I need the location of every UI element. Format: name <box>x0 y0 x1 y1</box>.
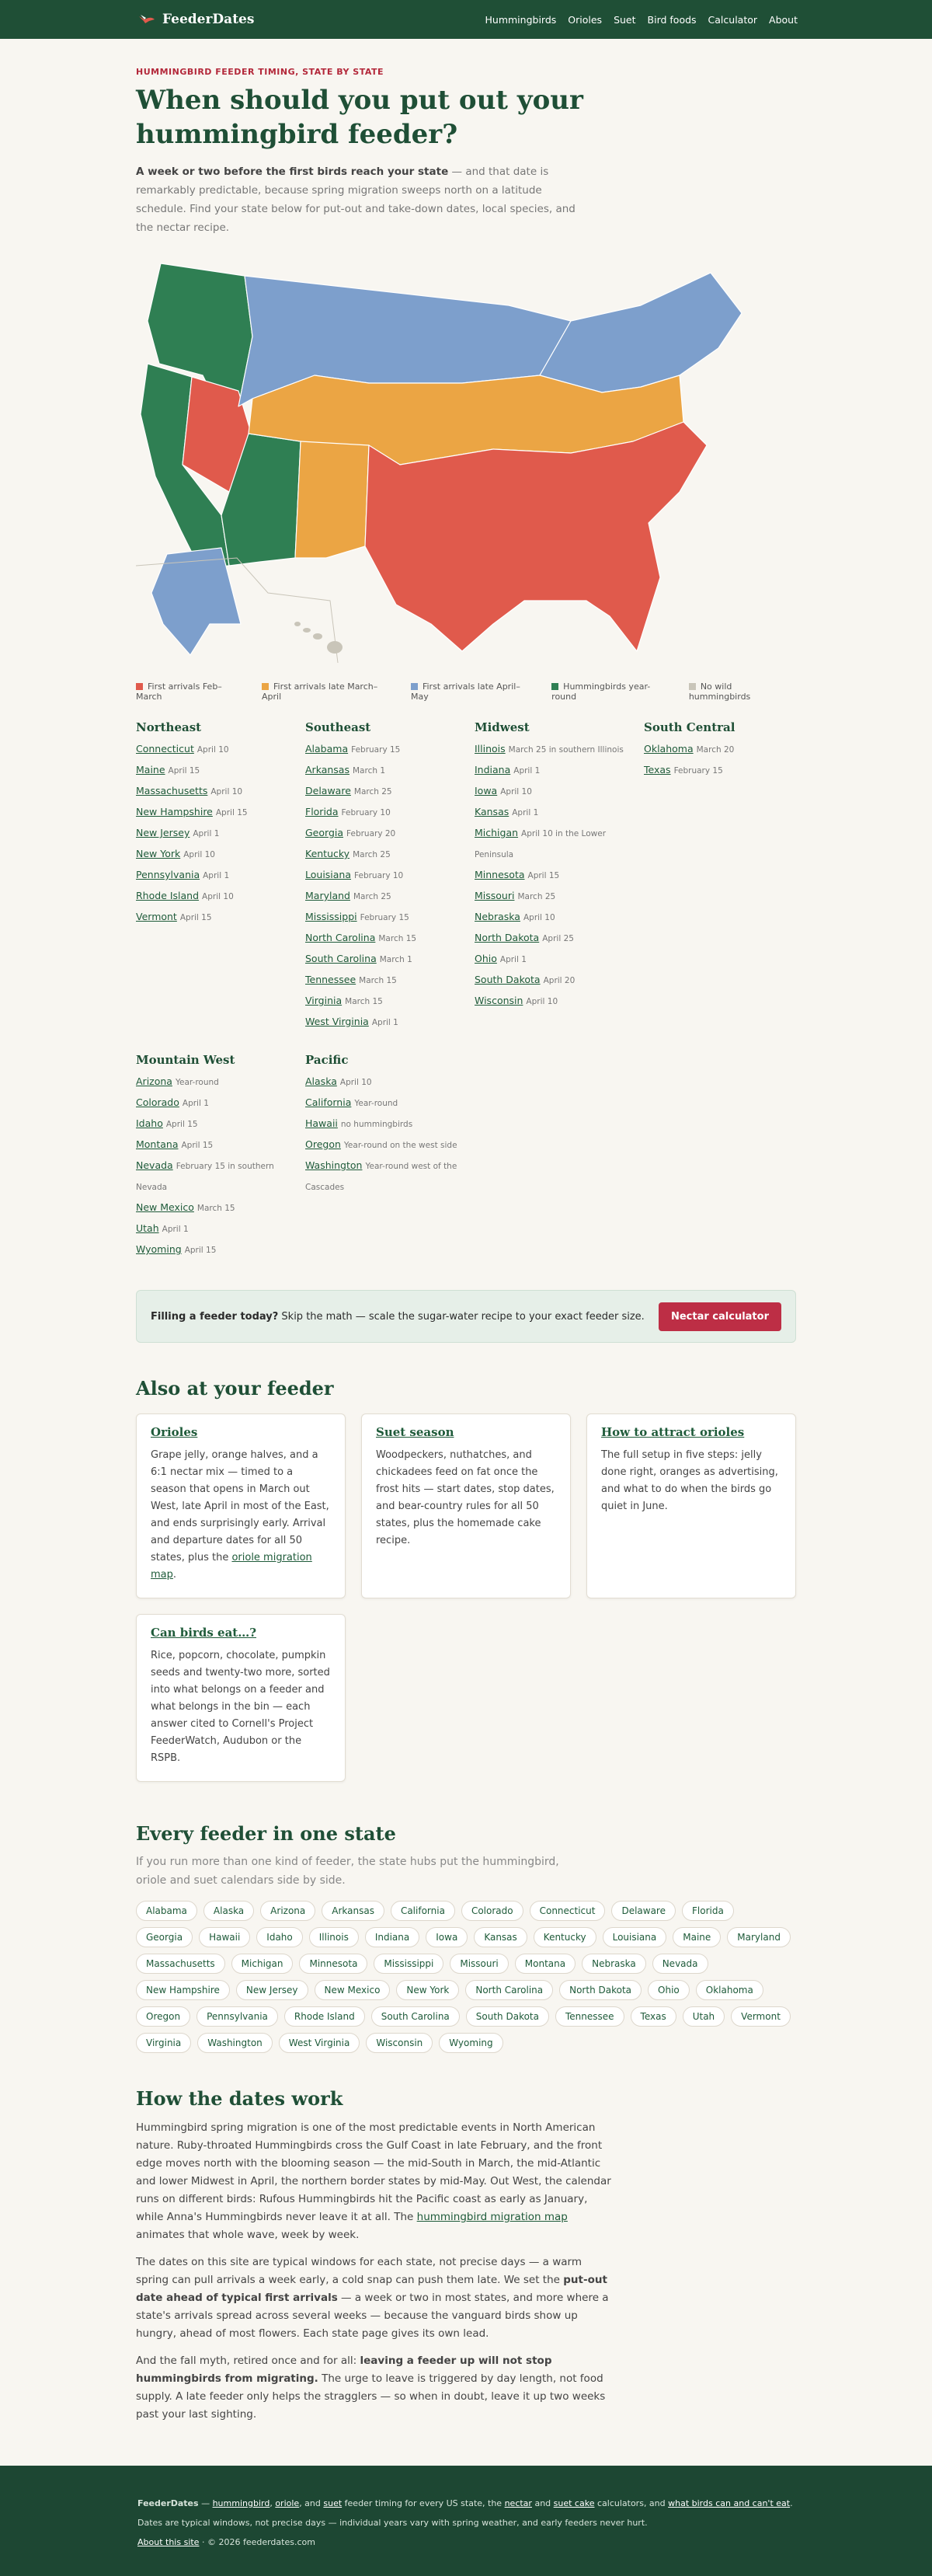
state-date: March 20 <box>696 745 735 755</box>
state-list-item <box>644 760 813 781</box>
state-list-item <box>475 802 644 823</box>
nectar-calculator-button[interactable]: Nectar calculator <box>659 1302 781 1331</box>
state-list-item <box>136 886 305 907</box>
state-link[interactable]: Delaware <box>305 785 351 797</box>
state-date: April 10 <box>202 892 234 901</box>
state-date: April 10 <box>339 1078 372 1087</box>
state-chip[interactable]: Hawaii <box>199 1927 250 1947</box>
every-subtitle: If you run more than one kind of feeder, the state hubs put the hummingbird, oriole and suet calendars side by side. <box>136 1856 559 1887</box>
eyebrow-label: HUMMINGBIRD FEEDER TIMING, STATE BY STATE <box>136 67 384 77</box>
state-date: April 1 <box>513 766 541 776</box>
legend-swatch <box>689 683 696 690</box>
every-title: Every feeder in one state <box>136 1822 396 1845</box>
state-link[interactable]: New Jersey <box>136 827 190 838</box>
brand-name: FeederDates <box>162 12 255 27</box>
feature-card <box>136 1413 346 1598</box>
intro-bold: A week or two before the first birds reach your state <box>136 166 449 178</box>
intro-paragraph <box>136 162 594 237</box>
state-date: April 1 <box>203 871 230 880</box>
state-date: March 15 <box>378 934 417 943</box>
state-chip[interactable]: New Jersey <box>236 1980 308 2000</box>
state-list-item <box>136 1135 305 1156</box>
state-chip[interactable]: North Carolina <box>465 1980 553 2000</box>
state-link[interactable]: Texas <box>644 764 671 776</box>
state-chip[interactable]: Vermont <box>731 2006 791 2027</box>
state-link[interactable]: Wyoming <box>136 1243 182 1255</box>
also-section <box>136 1377 796 1782</box>
state-chip[interactable]: Arkansas <box>322 1901 384 1921</box>
state-date: March 1 <box>379 955 412 964</box>
card-inline-link[interactable]: oriole migration map <box>151 1552 312 1581</box>
state-date: April 15 <box>527 871 560 880</box>
callout-text <box>151 1311 645 1323</box>
card-text: The full setup in five steps: jelly done right, oranges as advertising, and what to do when the birds go quiet in June. <box>601 1449 778 1512</box>
state-date: March 1 <box>352 766 386 776</box>
state-list-item <box>136 1156 305 1197</box>
how-paragraph-2: The dates on this site are typical windows for each state, not precise days — a warm spring can pull arrivals a week early, a cold snap can push them late. We set the put-out date ahead of typical first arrivals — a week or two in most states, and more where a state's arrivals spread across several weeks — because the vanguard birds show up hungry, ahead of most flowers. Each state page gives its own lead. <box>136 2256 609 2340</box>
state-link[interactable]: Pennsylvania <box>136 869 200 880</box>
state-date: April 15 <box>215 808 248 817</box>
main-nav <box>485 14 798 26</box>
state-link[interactable]: Vermont <box>136 911 177 922</box>
state-date: February 15 in southern Nevada <box>136 1162 274 1192</box>
state-date: March 25 <box>353 787 392 797</box>
state-date: April 20 <box>543 976 576 985</box>
state-link[interactable]: Ohio <box>475 953 497 964</box>
state-link[interactable]: Iowa <box>475 785 498 797</box>
region-pacific <box>305 1053 475 1260</box>
state-list <box>475 739 644 1012</box>
state-link[interactable]: Kansas <box>475 806 509 817</box>
legend-swatch <box>262 683 269 690</box>
state-list-item <box>136 823 305 844</box>
state-link[interactable]: Colorado <box>136 1096 179 1108</box>
state-link[interactable]: New Hampshire <box>136 806 213 817</box>
state-list <box>644 739 813 781</box>
state-chip[interactable]: Pennsylvania <box>196 2006 278 2027</box>
state-chip[interactable]: North Dakota <box>559 1980 642 2000</box>
state-date: April 1 <box>499 955 527 964</box>
state-list <box>136 739 305 928</box>
state-list-item <box>136 781 305 802</box>
top-nav-bar <box>0 0 932 39</box>
state-link[interactable]: Nebraska <box>475 911 520 922</box>
state-list-item <box>305 844 475 865</box>
state-list-item <box>644 739 813 760</box>
state-date: April 1 <box>193 829 220 838</box>
state-date: April 10 <box>196 745 229 755</box>
footer-link-oriole[interactable]: oriole <box>275 2498 300 2508</box>
state-list-item <box>475 739 644 760</box>
map-region-northeast[interactable] <box>540 273 742 392</box>
nectar-callout <box>136 1290 796 1343</box>
legend-item-febmarch: First arrivals Feb–March <box>136 681 222 702</box>
state-date: April 15 <box>184 1246 217 1255</box>
state-date: April 25 <box>542 934 574 943</box>
state-link[interactable]: Alabama <box>305 743 349 755</box>
state-list <box>136 1072 305 1260</box>
footer-link-about[interactable]: About this site <box>137 2537 200 2547</box>
state-list-item <box>305 907 475 928</box>
state-chip[interactable]: California <box>391 1901 455 1921</box>
state-date: March 25 <box>353 850 391 859</box>
state-chip[interactable]: Connecticut <box>530 1901 606 1921</box>
state-list-item <box>136 1218 305 1239</box>
state-date: Year-round <box>175 1078 219 1087</box>
callout-rest: Skip the math — scale the sugar-water recipe to your exact feeder size. <box>278 1310 645 1323</box>
state-list-item <box>136 1114 305 1135</box>
state-link[interactable]: Maine <box>136 764 165 776</box>
state-chip[interactable]: Maine <box>673 1927 721 1947</box>
state-list-item <box>475 949 644 970</box>
state-date: April 10 <box>500 787 532 797</box>
footer-link-hummingbird[interactable]: hummingbird <box>212 2498 270 2508</box>
card-heading <box>151 1626 331 1640</box>
state-date: Year-round west of the Cascades <box>305 1162 457 1192</box>
state-date: April 1 <box>182 1099 209 1108</box>
state-list-item <box>305 1156 475 1197</box>
state-list-item <box>136 1093 305 1114</box>
card-text: Grape jelly, orange halves, and a 6:1 nectar mix — timed to a season that opens in March out West, late April in most of the East, and ends surprisingly early. Arrival and departure dates for all 50 states, plus the oriole migration map. <box>151 1449 329 1581</box>
state-list-item <box>136 907 305 928</box>
state-date: February 15 <box>673 766 723 776</box>
how-paragraph-3: And the fall myth, retired once and for all: leaving a feeder up will not stop hummingbirds from migrating. The urge to leave is triggered by day length, not food supply. A late feeder only helps the stragglers — so when in doubt, leave it up two weeks past your last sighting. <box>136 2355 606 2421</box>
nav-link-about[interactable]: About <box>769 13 798 26</box>
state-chip[interactable]: Michigan <box>231 1954 294 1974</box>
region-heading: Midwest <box>475 720 530 734</box>
state-chip[interactable]: Montana <box>515 1954 576 1974</box>
state-chip[interactable]: Arizona <box>260 1901 315 1921</box>
state-date: April 15 <box>168 766 200 776</box>
state-list <box>305 1072 475 1197</box>
state-chip[interactable]: Minnesota <box>299 1954 367 1974</box>
state-chip[interactable]: Kentucky <box>534 1927 596 1947</box>
state-link[interactable]: Utah <box>136 1222 159 1234</box>
us-map-svg <box>136 259 796 678</box>
state-link[interactable]: Maryland <box>305 890 350 901</box>
us-map <box>136 259 796 678</box>
state-chip[interactable]: Maryland <box>727 1927 791 1947</box>
state-chip[interactable]: Oregon <box>136 2006 190 2027</box>
state-link[interactable]: New York <box>136 848 181 859</box>
state-link[interactable]: Idaho <box>136 1117 163 1129</box>
state-chip[interactable]: West Virginia <box>279 2033 360 2053</box>
card-heading <box>601 1425 781 1439</box>
state-date: February 10 <box>341 808 391 817</box>
state-chip[interactable]: New York <box>396 1980 459 2000</box>
state-chip[interactable]: Virginia <box>136 2033 191 2053</box>
state-list-item <box>305 991 475 1012</box>
page-title: When should you put out your hummingbird feeder? <box>136 85 583 150</box>
state-list-item <box>136 865 305 886</box>
state-chip[interactable]: Nevada <box>652 1954 708 1974</box>
state-list-item <box>475 886 644 907</box>
card-title-link[interactable]: Can birds eat…? <box>151 1626 257 1640</box>
card-text: Rice, popcorn, chocolate, pumpkin seeds and twenty-two more, sorted into what belongs on a feeder and what belongs in the bin — each answer cited to Cornell's Project FeederWatch, Audubon or the RSPB. <box>151 1650 330 1764</box>
state-list-item <box>136 802 305 823</box>
how-title: How the dates work <box>136 2087 343 2110</box>
footer-link-suet[interactable]: suet <box>323 2498 343 2508</box>
state-date: April 15 <box>179 913 212 922</box>
state-chip[interactable]: Mississippi <box>374 1954 443 1974</box>
state-date: February 10 <box>354 871 404 880</box>
state-chip[interactable]: Georgia <box>136 1927 193 1947</box>
state-list-item <box>136 760 305 781</box>
state-chip[interactable]: Ohio <box>648 1980 690 2000</box>
state-link[interactable]: Georgia <box>305 827 344 838</box>
state-link[interactable]: West Virginia <box>305 1016 369 1027</box>
state-date: Year-round <box>354 1099 398 1108</box>
state-link[interactable]: South Carolina <box>305 953 377 964</box>
state-chip[interactable]: Idaho <box>256 1927 302 1947</box>
state-chip[interactable]: Florida <box>682 1901 734 1921</box>
state-date: April 10 <box>183 850 215 859</box>
legend-item-aprilmay: First arrivals late April–May <box>410 681 520 702</box>
state-chip[interactable]: Utah <box>683 2006 725 2027</box>
region-southeast <box>305 720 475 1033</box>
state-link[interactable]: Florida <box>305 806 339 817</box>
state-list-item <box>475 865 644 886</box>
hummingbird-icon <box>137 14 156 25</box>
feature-card <box>586 1413 796 1598</box>
footer-line-1: FeederDates — hummingbird, oriole, and suet feeder timing for every US state, the nectar and suet cake calculators, and what birds can and can't eat. <box>137 2498 793 2508</box>
region-heading: Southeast <box>305 720 371 734</box>
state-chip[interactable]: Delaware <box>611 1901 676 1921</box>
footer-link-nectar[interactable]: nectar <box>504 2498 532 2508</box>
state-chip[interactable]: South Dakota <box>466 2006 549 2027</box>
state-link[interactable]: Louisiana <box>305 869 352 880</box>
state-chip[interactable]: Nebraska <box>582 1954 646 1974</box>
state-chip[interactable]: Indiana <box>365 1927 419 1947</box>
state-link[interactable]: South Dakota <box>475 974 541 985</box>
state-link[interactable]: North Dakota <box>475 932 540 943</box>
card-text: Woodpeckers, nuthatches, and chickadees feed on fat once the frost hits — start dates, stop dates, and bear-country rules for all 50 states, plus the homemade cake recipe. <box>376 1449 555 1546</box>
state-chip[interactable]: Iowa <box>426 1927 468 1947</box>
state-chip[interactable]: New Hampshire <box>136 1980 230 2000</box>
feature-card <box>361 1413 571 1598</box>
state-list-item <box>475 991 644 1012</box>
state-date: April 10 <box>526 997 558 1006</box>
card-title-link[interactable]: How to attract orioles <box>601 1425 745 1439</box>
state-date: April 1 <box>512 808 539 817</box>
state-date: March 15 <box>359 976 397 985</box>
also-cards <box>136 1413 796 1782</box>
main-content <box>136 67 796 2424</box>
legend-item-marchapril: First arrivals late March–April <box>262 681 378 702</box>
state-list-item <box>305 823 475 844</box>
state-list-item <box>475 928 644 949</box>
state-link[interactable]: Washington <box>305 1159 363 1171</box>
state-chip[interactable]: Colorado <box>461 1901 523 1921</box>
state-date: April 15 <box>181 1141 214 1150</box>
state-link[interactable]: Kentucky <box>305 848 350 859</box>
state-link[interactable]: Oregon <box>305 1138 341 1150</box>
also-title: Also at your feeder <box>136 1377 334 1400</box>
state-chip[interactable]: Washington <box>197 2033 273 2053</box>
state-date: Year-round on the west side <box>343 1141 457 1150</box>
state-date: March 15 <box>196 1204 235 1213</box>
nav-link-suet[interactable]: Suet <box>614 13 636 26</box>
region-south-central <box>644 720 813 1033</box>
state-date: no hummingbirds <box>340 1120 413 1129</box>
state-chip[interactable]: Wyoming <box>439 2033 503 2053</box>
state-list <box>305 739 475 1033</box>
region-heading: South Central <box>644 720 736 734</box>
footer-line-2: Dates are typical windows, not precise days — individual years vary with spring weather, and early feeders never hurt. <box>137 2518 648 2528</box>
state-link[interactable]: Wisconsin <box>475 995 523 1006</box>
state-list-item <box>475 823 644 865</box>
state-date: March 15 <box>345 997 383 1006</box>
state-link[interactable]: Tennessee <box>305 974 356 985</box>
state-link[interactable]: Hawaii <box>305 1117 338 1129</box>
state-date: March 25 <box>353 892 391 901</box>
map-region-hawaii[interactable] <box>294 622 343 654</box>
state-date: April 1 <box>162 1225 189 1234</box>
how-section <box>136 2087 796 2424</box>
state-link[interactable]: Minnesota <box>475 869 525 880</box>
state-chip[interactable]: Alabama <box>136 1901 197 1921</box>
brand-logo[interactable] <box>137 12 254 27</box>
state-link[interactable]: Mississippi <box>305 911 357 922</box>
state-link[interactable]: New Mexico <box>136 1201 194 1213</box>
callout-bold: Filling a feeder today? <box>151 1310 279 1323</box>
state-date: April 10 in the Lower Peninsula <box>475 829 607 859</box>
state-date: April 10 <box>210 787 243 797</box>
region-heading: Pacific <box>305 1053 349 1067</box>
state-list-item <box>136 1239 305 1260</box>
state-list-item <box>136 739 305 760</box>
state-chips <box>136 1901 796 2053</box>
state-chip[interactable]: Massachusetts <box>136 1954 225 1974</box>
state-link[interactable]: Michigan <box>475 827 519 838</box>
state-list-item <box>305 949 475 970</box>
state-list-item <box>305 865 475 886</box>
state-list-item <box>475 781 644 802</box>
state-date: February 15 <box>351 745 401 755</box>
state-list-item <box>305 1093 475 1114</box>
state-list-item <box>136 1072 305 1093</box>
nav-link-orioles[interactable]: Orioles <box>568 13 603 26</box>
state-date: February 15 <box>360 913 409 922</box>
region-mountain-west <box>136 1053 305 1260</box>
state-link[interactable]: Virginia <box>305 995 343 1006</box>
state-list-item <box>305 1114 475 1135</box>
state-list-item <box>305 1012 475 1033</box>
legend-swatch <box>551 683 558 690</box>
state-date: April 1 <box>371 1018 398 1027</box>
state-chip[interactable]: Missouri <box>450 1954 508 1974</box>
card-heading <box>376 1425 556 1439</box>
state-list-item <box>305 781 475 802</box>
state-chip[interactable]: Wisconsin <box>366 2033 433 2053</box>
card-heading <box>151 1425 331 1439</box>
state-list-item <box>305 886 475 907</box>
state-list-item <box>475 907 644 928</box>
state-link[interactable]: Montana <box>136 1138 179 1150</box>
site-footer <box>0 2466 932 2576</box>
region-heading: Northeast <box>136 720 202 734</box>
feature-card <box>136 1614 346 1782</box>
state-link[interactable]: Massachusetts <box>136 785 208 797</box>
state-list-item <box>475 760 644 781</box>
region-lists <box>136 720 796 1260</box>
state-date: April 15 <box>165 1120 198 1129</box>
state-chip[interactable]: New Mexico <box>315 1980 391 2000</box>
card-title-link[interactable]: Suet season <box>376 1425 454 1439</box>
state-list-item <box>136 844 305 865</box>
map-legend <box>136 681 796 702</box>
state-chip[interactable]: Louisiana <box>603 1927 667 1947</box>
state-link[interactable]: Arkansas <box>305 764 350 776</box>
state-list-item <box>305 970 475 991</box>
state-date: March 25 <box>517 892 556 901</box>
state-list-item <box>475 970 644 991</box>
intro-rest: — and that date is remarkably predictable, because spring migration sweeps north on a latitude schedule. Find your state below for put-out and take-down dates, local species, and the nectar recipe. <box>136 166 576 234</box>
nav-link-bird-foods[interactable]: Bird foods <box>647 13 697 26</box>
state-list-item <box>305 1072 475 1093</box>
state-list-item <box>305 739 475 760</box>
state-list-item <box>305 760 475 781</box>
state-date: March 25 in southern Illinois <box>508 745 624 755</box>
state-chip[interactable]: Oklahoma <box>696 1980 763 2000</box>
region-midwest <box>475 720 644 1033</box>
state-link[interactable]: Connecticut <box>136 743 194 755</box>
state-link[interactable]: Indiana <box>475 764 511 776</box>
state-list-item <box>305 928 475 949</box>
state-chip[interactable]: Tennessee <box>555 2006 624 2027</box>
state-link[interactable]: Alaska <box>305 1075 337 1087</box>
state-date: April 10 <box>523 913 555 922</box>
state-link[interactable]: Arizona <box>136 1075 172 1087</box>
state-date: February 20 <box>346 829 396 838</box>
nav-link-calculator[interactable]: Calculator <box>708 13 758 26</box>
card-title-link[interactable]: Orioles <box>151 1425 198 1439</box>
map-region-new-mexico[interactable] <box>295 441 369 558</box>
footer-link-suet-cake[interactable]: suet cake <box>553 2498 595 2508</box>
state-chip[interactable]: Alaska <box>203 1901 254 1921</box>
state-list-item <box>136 1197 305 1218</box>
region-northeast <box>136 720 305 1033</box>
legend-swatch <box>411 683 418 690</box>
state-list-item <box>305 802 475 823</box>
state-link[interactable]: Illinois <box>475 743 506 755</box>
every-feeder-section <box>136 1822 796 2053</box>
state-link[interactable]: North Carolina <box>305 932 376 943</box>
state-list-item <box>305 1135 475 1156</box>
migration-map-link[interactable]: hummingbird migration map <box>416 2211 568 2223</box>
state-link[interactable]: Nevada <box>136 1159 173 1171</box>
state-link[interactable]: Rhode Island <box>136 890 200 901</box>
state-link[interactable]: California <box>305 1096 352 1108</box>
state-link[interactable]: Missouri <box>475 890 515 901</box>
state-chip[interactable]: Illinois <box>309 1927 359 1947</box>
state-chip[interactable]: Texas <box>631 2006 676 2027</box>
how-paragraph-1: Hummingbird spring migration is one of the most predictable events in North American nature. Ruby-throated Hummingbirds cross the Gulf Coast in late February, and the front edge moves north with the blooming season — the mid-South in March, the mid-Atlantic and lower Midwest in April, the northern border states by mid-May. Out West, the calendar runs on different birds: Rufous Hummingbirds hit the Pacific coast as early as January, while Anna's Hummingbirds never leave it at all. The hummingbird migration map animates that whole wave, week by week. <box>136 2121 611 2241</box>
footer-link-can-eat[interactable]: what birds can and can't eat <box>668 2498 791 2508</box>
region-heading: Mountain West <box>136 1053 235 1067</box>
legend-swatch <box>136 683 143 690</box>
state-chip[interactable]: Rhode Island <box>284 2006 365 2027</box>
nav-link-hummingbirds[interactable]: Hummingbirds <box>485 13 557 26</box>
state-chip[interactable]: Kansas <box>474 1927 527 1947</box>
legend-item-yearround: Hummingbirds year-round <box>551 681 651 702</box>
footer-line-3: About this site · © 2026 feederdates.com <box>137 2537 315 2547</box>
state-chip[interactable]: South Carolina <box>371 2006 460 2027</box>
state-link[interactable]: Oklahoma <box>644 743 694 755</box>
legend-item-none: No wild hummingbirds <box>688 681 751 702</box>
